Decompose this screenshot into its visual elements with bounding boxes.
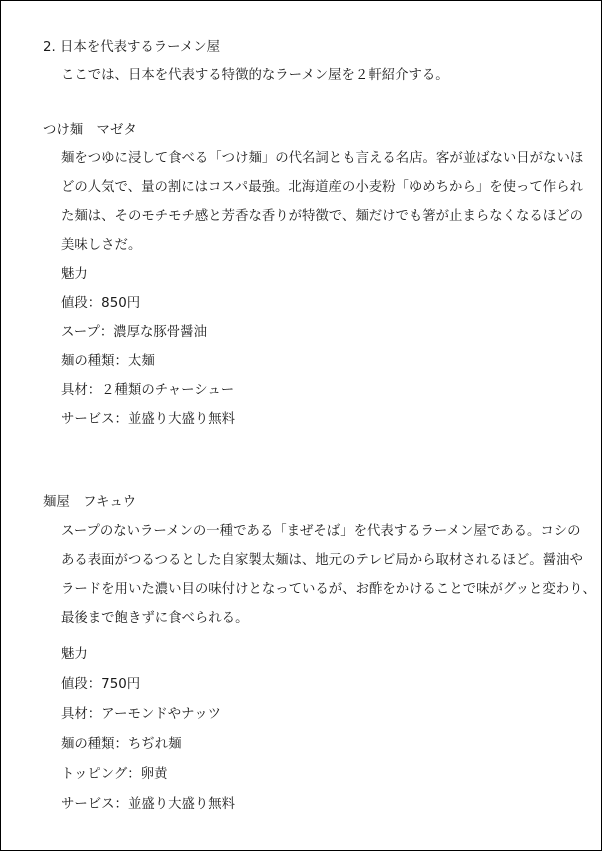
shop-attribute: 麺の種類：太麺 bbox=[61, 354, 155, 369]
shop-description-line: た麺は、そのモチモチ感と芳香な香りが特徴で、麺だけでも箸が止まらなくなるほどの bbox=[61, 209, 583, 224]
shop-attribute: 具材：２種類のチャーシュー bbox=[61, 383, 235, 398]
shop-description-line: どの人気で、量の割にはコスパ最強。北海道産の小麦粉「ゆめちから」を使って作られ bbox=[61, 180, 583, 195]
shop-attribute: 値段：850円 bbox=[61, 296, 141, 311]
shop-name: 麺屋 フキュウ bbox=[43, 495, 137, 510]
section-intro: ここでは、日本を代表する特徴的なラーメン屋を２軒紹介する。 bbox=[61, 68, 449, 83]
shop-name: つけ麺 マゼタ bbox=[43, 123, 137, 138]
shop-attribute: 具材：アーモンドやナッツ bbox=[61, 707, 222, 722]
shop-attribute: 麺の種類：ちぢれ麺 bbox=[61, 737, 182, 752]
shop-description-line: 美味しさだ。 bbox=[61, 238, 142, 253]
shop-attribute: トッピング：卵黄 bbox=[61, 767, 168, 782]
shop-description-line: ラードを用いた濃い目の味付けとなっているが、お酢をかけることで味がグッと変わり、 bbox=[61, 582, 596, 597]
charm-heading: 魅力 bbox=[61, 267, 88, 282]
charm-heading: 魅力 bbox=[61, 647, 88, 662]
shop-attribute: スープ：濃厚な豚骨醤油 bbox=[61, 325, 207, 340]
shop-attribute: サービス：並盛り大盛り無料 bbox=[61, 797, 236, 812]
shop-description-line: スープのないラーメンの一種である「まぜそば」を代表するラーメン屋である。コシの bbox=[61, 524, 581, 539]
section-title: 2. 日本を代表するラーメン屋 bbox=[43, 40, 221, 55]
shop-attribute: 値段：750円 bbox=[61, 677, 141, 692]
shop-description-line: ある表面がつるつるとした自家製太麺は、地元のテレビ局から取材されるほど。醤油や bbox=[61, 553, 583, 568]
shop-description-line: 最後まで飽きずに食べられる。 bbox=[61, 611, 249, 626]
shop-description-line: 麺をつゆに浸して食べる「つけ麺」の代名詞とも言える名店。客が並ばない日がないほ bbox=[61, 151, 584, 166]
shop-attribute: サービス：並盛り大盛り無料 bbox=[61, 412, 236, 427]
